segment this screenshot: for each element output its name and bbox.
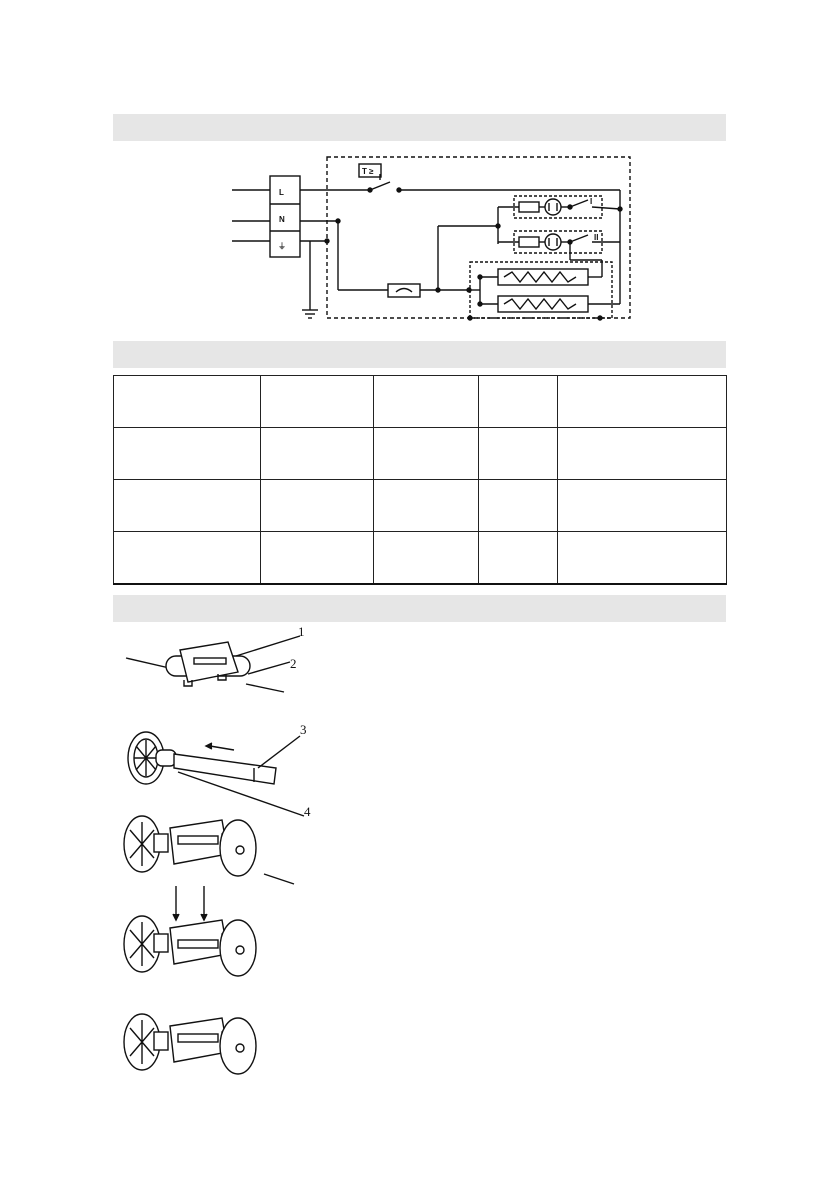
table-cell xyxy=(374,428,479,480)
table-cell xyxy=(558,428,727,480)
step-2-rod-into-wheel xyxy=(128,722,311,819)
switch-i-group xyxy=(514,196,602,218)
assembly-illustration xyxy=(118,622,318,1088)
table-row xyxy=(114,480,727,532)
heater-group xyxy=(470,262,612,318)
table-cell xyxy=(558,480,727,532)
table-cell xyxy=(479,532,558,585)
switch-ii-label: II xyxy=(594,233,599,242)
table-cell xyxy=(261,480,374,532)
table-cell xyxy=(114,480,261,532)
table-cell xyxy=(114,376,261,428)
spec-table xyxy=(113,375,727,585)
table-row xyxy=(114,532,727,585)
heating-element-1 xyxy=(498,269,588,285)
table-cell xyxy=(261,532,374,585)
table-cell xyxy=(114,532,261,585)
lamp-ii-icon xyxy=(545,234,561,250)
table-row xyxy=(114,428,727,480)
table-cell xyxy=(558,532,727,585)
switch-i-label: I xyxy=(590,197,593,206)
table-cell xyxy=(261,376,374,428)
section-header-1 xyxy=(113,114,726,141)
heating-element-2 xyxy=(498,296,588,312)
table-cell xyxy=(479,376,558,428)
section-header-3 xyxy=(113,595,726,622)
callout-4: 4 xyxy=(304,804,311,819)
callout-1: 1 xyxy=(298,624,305,639)
terminal-earth-label: ⏚ xyxy=(278,242,286,251)
switch-ii-group xyxy=(514,231,602,253)
tip-over-switch xyxy=(388,284,420,297)
section-header-2 xyxy=(113,341,726,368)
table-cell xyxy=(479,428,558,480)
table-cell xyxy=(261,428,374,480)
wiring-diagram xyxy=(232,154,636,322)
terminal-n-label: N xyxy=(279,215,285,224)
thermostat-label: T ≥ xyxy=(362,167,374,176)
lamp-i-icon xyxy=(545,199,561,215)
table-cell xyxy=(479,480,558,532)
step-5-finished-assembly xyxy=(124,1014,256,1074)
table-cell xyxy=(374,376,479,428)
resistor-i xyxy=(519,202,539,212)
terminal-l-label: L xyxy=(279,188,284,197)
callout-3: 3 xyxy=(300,722,307,737)
resistor-ii xyxy=(519,237,539,247)
table-cell xyxy=(374,532,479,585)
table-cell xyxy=(374,480,479,532)
callout-2: 2 xyxy=(290,656,297,671)
step-4-fixing-screws xyxy=(124,886,256,976)
appliance-enclosure xyxy=(327,157,630,318)
table-cell xyxy=(558,376,727,428)
table-row xyxy=(114,376,727,428)
table-cell xyxy=(114,428,261,480)
step-3-wheel-assembly xyxy=(124,816,294,884)
step-1-bracket-on-axle xyxy=(126,624,305,692)
